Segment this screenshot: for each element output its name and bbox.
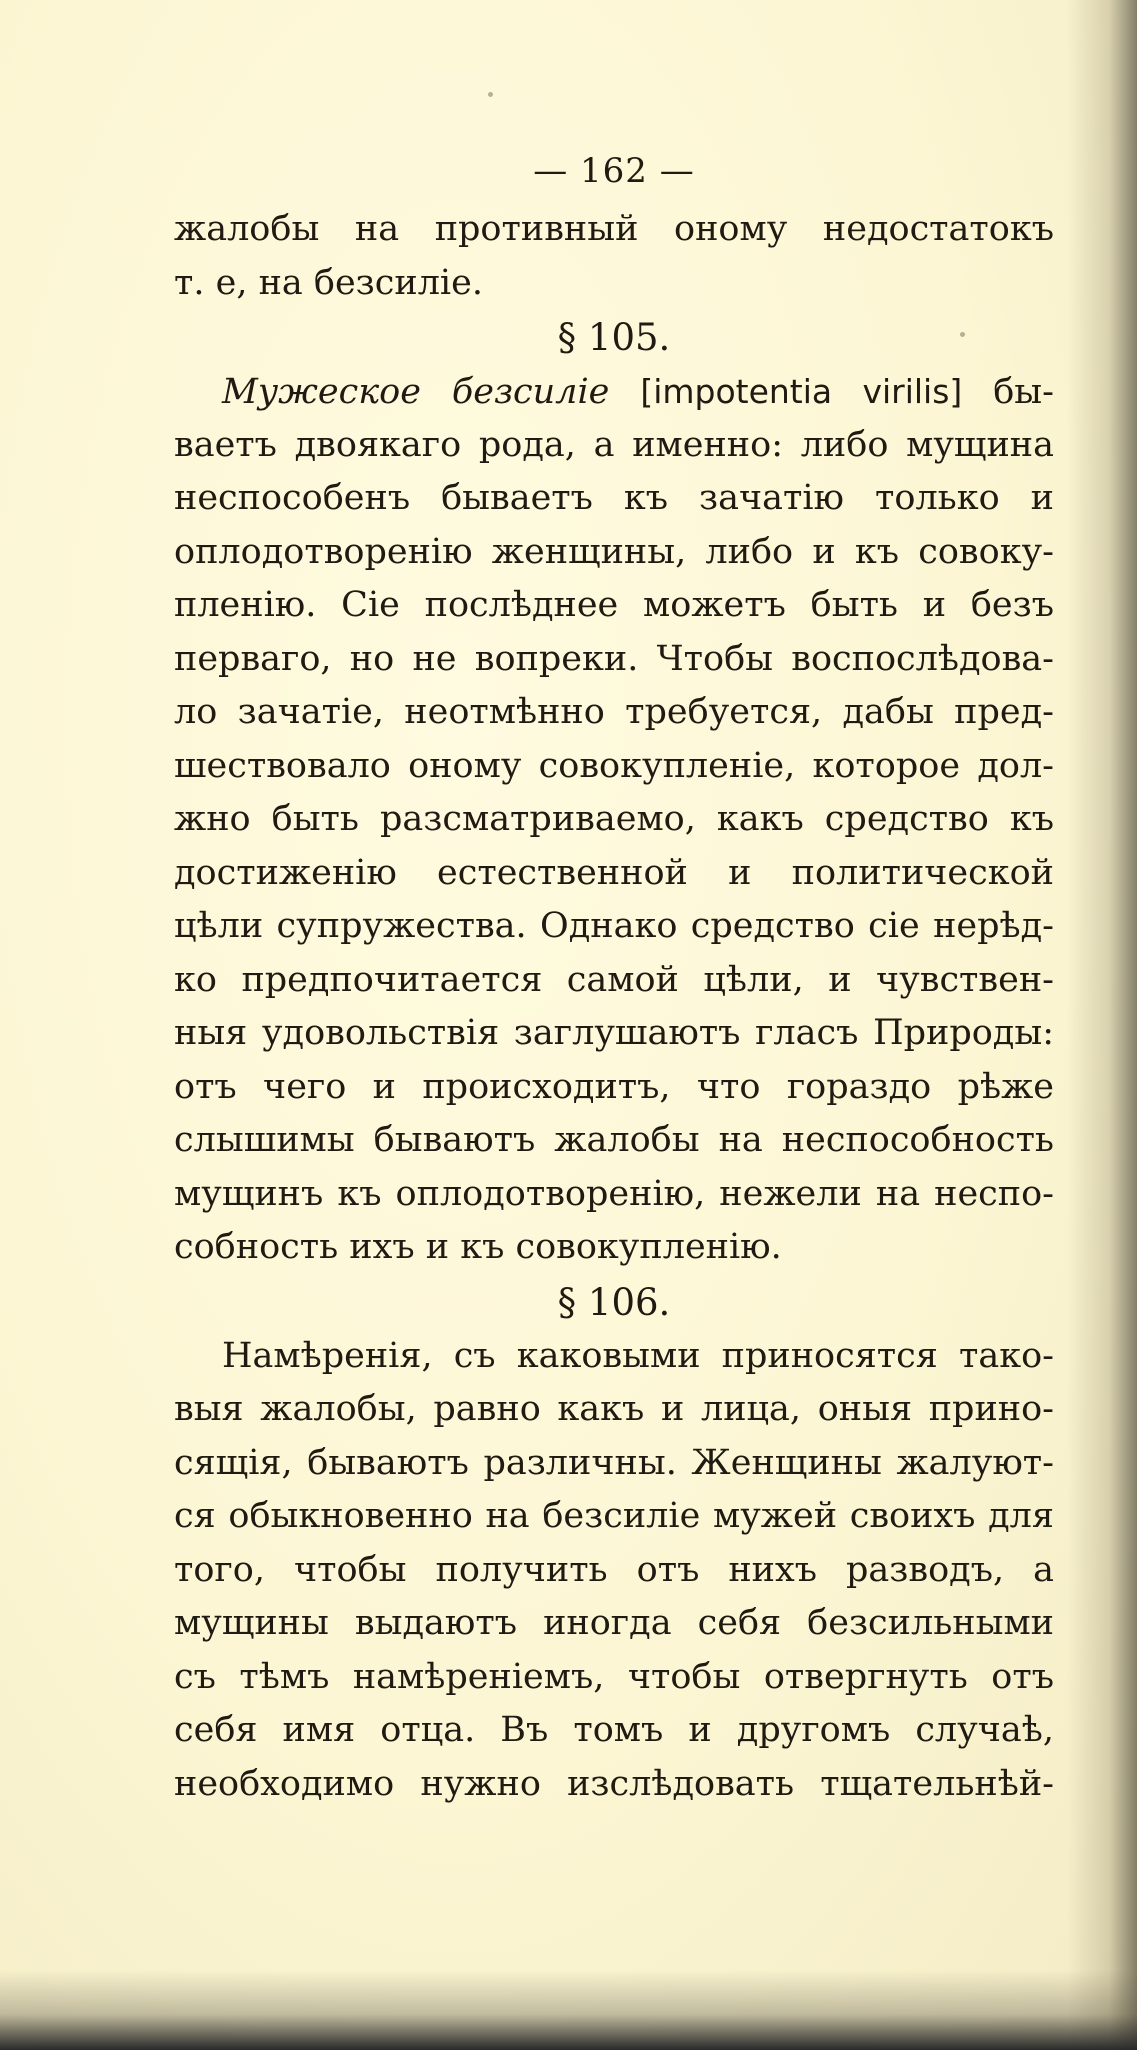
text-line: ко предпочитается самой цѣли, и чувствен- bbox=[174, 959, 1054, 1000]
text-line: собность ихъ и къ совокупленiю. bbox=[174, 1227, 782, 1267]
text-line: жно быть разсматриваемо, какъ средство къ bbox=[174, 799, 1054, 839]
text-line: сящiя, бываютъ различны. Женщины жалуют- bbox=[174, 1442, 1054, 1483]
bottom-edge-shadow bbox=[0, 1970, 1137, 2050]
section-105-first-line bbox=[174, 365, 1054, 419]
text-line: необходимо нужно изслѣдовать тщательнѣй- bbox=[174, 1763, 1054, 1804]
section-heading-106: § 106. bbox=[557, 1280, 671, 1324]
latin-term: [impotentia virilis] bbox=[640, 372, 963, 411]
text-line: ся обыкновенно на безсилiе мужей своихъ для bbox=[174, 1496, 1054, 1536]
text-line: выя жалобы, равно какъ и лица, оныя прино- bbox=[174, 1389, 1054, 1429]
text-line: ло зачатiе, неотмѣнно требуется, дабы пред- bbox=[174, 692, 1054, 732]
text-line: перваго, но не вопреки. Чтобы воспослѣдова- bbox=[174, 638, 1054, 679]
text-line: себя имя отца. Въ томъ и другомъ случаѣ, bbox=[174, 1710, 1054, 1750]
text-line: ныя удовольствiя заглушаютъ гласъ Природы: bbox=[174, 1013, 1054, 1053]
paper-speck bbox=[488, 92, 493, 97]
page-text bbox=[174, 145, 1054, 1811]
text-line: оплодотворенiю женщины, либо и къ совоку- bbox=[174, 531, 1054, 572]
text-line: мущинъ къ оплодотворенiю, нежели на неспо- bbox=[174, 1173, 1054, 1214]
text-line: Намѣренiя, съ каковыми приносятся тако- bbox=[222, 1335, 1054, 1376]
text-line: слышимы бываютъ жалобы на неспособность bbox=[174, 1120, 1054, 1160]
text-line: мущины выдаютъ иногда себя безсильными bbox=[174, 1603, 1054, 1643]
section-heading-105: § 105. bbox=[557, 316, 671, 359]
text-line: пленiю. Сiе послѣднее можетъ быть и безъ bbox=[174, 585, 1054, 625]
text-line: отъ чего и происходитъ, что гораздо рѣже bbox=[174, 1066, 1054, 1107]
text-line: цѣли супружества. Однако средство сiе нерѣд- bbox=[174, 906, 1054, 946]
text-line: того, чтобы получить отъ нихъ разводъ, а bbox=[174, 1549, 1054, 1590]
text-line: жалобы на противный оному недостатокъ bbox=[174, 209, 1054, 249]
text-fragment: бы- bbox=[993, 372, 1054, 412]
page-edge-shadow bbox=[1067, 0, 1137, 2050]
text-line: ваетъ двоякаго рода, а именно: либо мущина bbox=[174, 424, 1054, 465]
text-line: т. е, на безсилiе. bbox=[174, 262, 483, 303]
page-number: — 162 — bbox=[533, 151, 695, 191]
text-line: достиженiю естественной и политической bbox=[174, 852, 1054, 893]
text-line: шествовало оному совокупленiе, которое дол- bbox=[174, 745, 1054, 786]
text-line: неспособенъ бываетъ къ зачатiю только и bbox=[174, 478, 1054, 518]
italic-term: Мужеское безсилiе bbox=[222, 372, 610, 412]
text-line: съ тѣмъ намѣренiемъ, чтобы отвергнуть отъ bbox=[174, 1656, 1054, 1697]
